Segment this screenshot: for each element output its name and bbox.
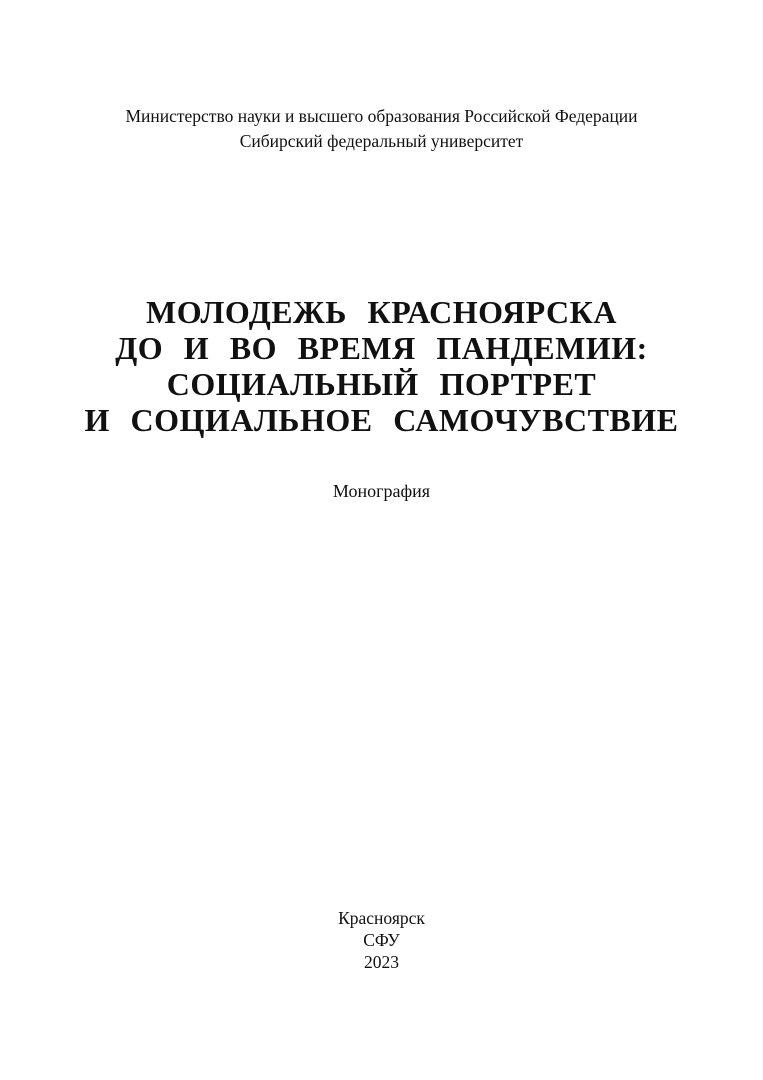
book-title-line-1: МОЛОДЕЖЬ КРАСНОЯРСКА: [146, 294, 617, 330]
book-title-line-4: И СОЦИАЛЬНОЕ САМОЧУВСТВИЕ: [84, 402, 679, 438]
imprint-publisher: СФУ: [363, 930, 400, 950]
genre-subtitle: Монография: [332, 481, 431, 501]
imprint-city: Красноярск: [338, 908, 425, 928]
imprint-block: [0, 907, 763, 973]
university-line: Сибирский федеральный университет: [239, 131, 524, 151]
ministry-line: Министерство науки и высшего образования Российской Федерации: [125, 106, 638, 126]
publisher-header: [0, 104, 763, 154]
book-title-line-2: ДО И ВО ВРЕМЯ ПАНДЕМИИ:: [115, 330, 648, 366]
book-title-line-3: СОЦИАЛЬНЫЙ ПОРТРЕТ: [166, 366, 597, 402]
book-title: [0, 294, 763, 438]
imprint-year: 2023: [364, 952, 399, 972]
